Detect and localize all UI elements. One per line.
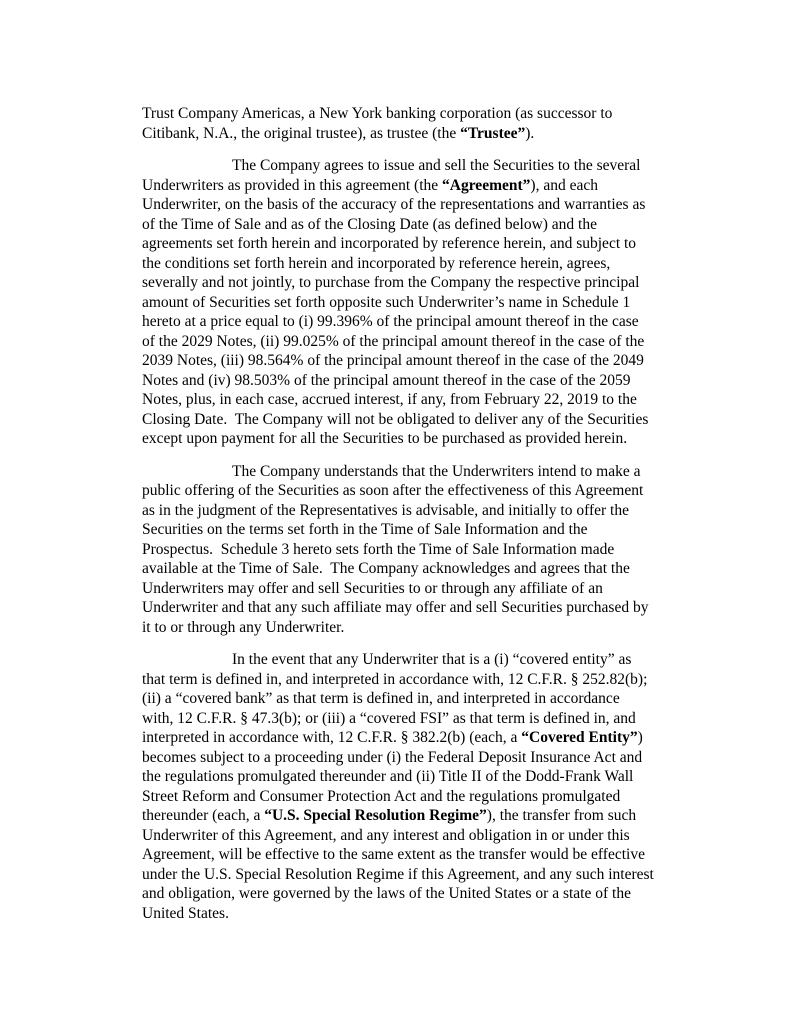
text-run: In the event that any Underwriter that is a (i) “covered entity” as that term is defined in, and interpreted in accordance with, 12 C.F.R. § 252.82(b); (ii) a “covered bank” as that term is defined in, and interpreted in accordance with, 12 C.F.R. § 47.3(b); or (iii) a “covered FSI” as that term is defined in, and interpreted in accordance with, 12 C.F.R. § 382.2(b) (each, a [142, 651, 652, 746]
text-run: Trust Company Americas, a New York banking corporation (as successor to Citibank, N.A., the original trustee), as trustee (the [142, 105, 617, 142]
paragraph-trustee-continuation [142, 104, 654, 143]
text-run: ). [525, 124, 535, 142]
text-run: ) becomes subject to a proceeding under (i) the Federal Deposit Insurance Act and the regulations promulgated thereunder and (ii) Title II of the Dodd-Frank Wall Street Reform and Consumer Protection Act and the regulations promulgated thereunder (each, a [142, 729, 647, 824]
defined-term-bold: “Covered Entity” [521, 729, 638, 746]
text-run: ), the transfer from such Underwriter of this Agreement, and any interest and obligation in or under this Agreement, will be effective to the same extent as the transfer would be effective under the U.S. Special Resolution Regime if this Agreement, and any such interest and obligation, were governed by the laws of the United States or a state of the United States. [142, 807, 658, 922]
paragraph-public-offering [142, 462, 654, 638]
text-run: The Company agrees to issue and sell the Securities to the several Underwriters as provided in this agreement (the [142, 157, 645, 194]
document-text-block [142, 104, 658, 923]
defined-term-bold: “Trustee” [460, 124, 526, 142]
paragraph-covered-entity [142, 650, 658, 923]
defined-term-bold: “U.S. Special Resolution Regime” [264, 807, 487, 824]
text-run: The Company understands that the Underwriters intend to make a public offering of the Securities as soon after the effectiveness of this Agreement as in the judgment of the Representatives is advisable, and initially to offer the Securities on the terms set forth in the Time of Sale Information and the Prospectus. Schedule 3 hereto sets forth the Time of Sale Information made available at the Time of Sale. The Company acknowledges and agrees that the Underwriters may offer and sell Securities to or through any affiliate of an Underwriter and that any such affiliate may offer and sell Securities purchased by it to or through any Underwriter. [142, 462, 653, 636]
defined-term-bold: “Agreement” [442, 176, 531, 194]
paragraph-purchase-agreement [142, 156, 654, 449]
text-run: ), and each Underwriter, on the basis of the accuracy of the representations and warranties as of the Time of Sale and as of the Closing Date (as defined below) and the agreements set forth herein and incorporated by reference herein, and subject to the conditions set forth herein and incorporated by reference herein, agrees, severally and not jointly, to purchase from the Company the respective principal amount of Securities set forth opposite such Underwriter’s name in Schedule 1 hereto at a price equal to (i) 99.396% of the principal amount thereof in the case of the 2029 Notes, (ii) 99.025% of the principal amount thereof in the case of the 2039 Notes, (iii) 98.564% of the principal amount thereof in the case of the 2049 Notes and (iv) 98.503% of the principal amount thereof in the case of the 2059 Notes, plus, in each case, accrued interest, if any, from February 22, 2019 to the Closing Date. The Company will not be obligated to deliver any of the Securities except upon payment for all the Securities to be purchased as provided herein. [142, 176, 653, 447]
